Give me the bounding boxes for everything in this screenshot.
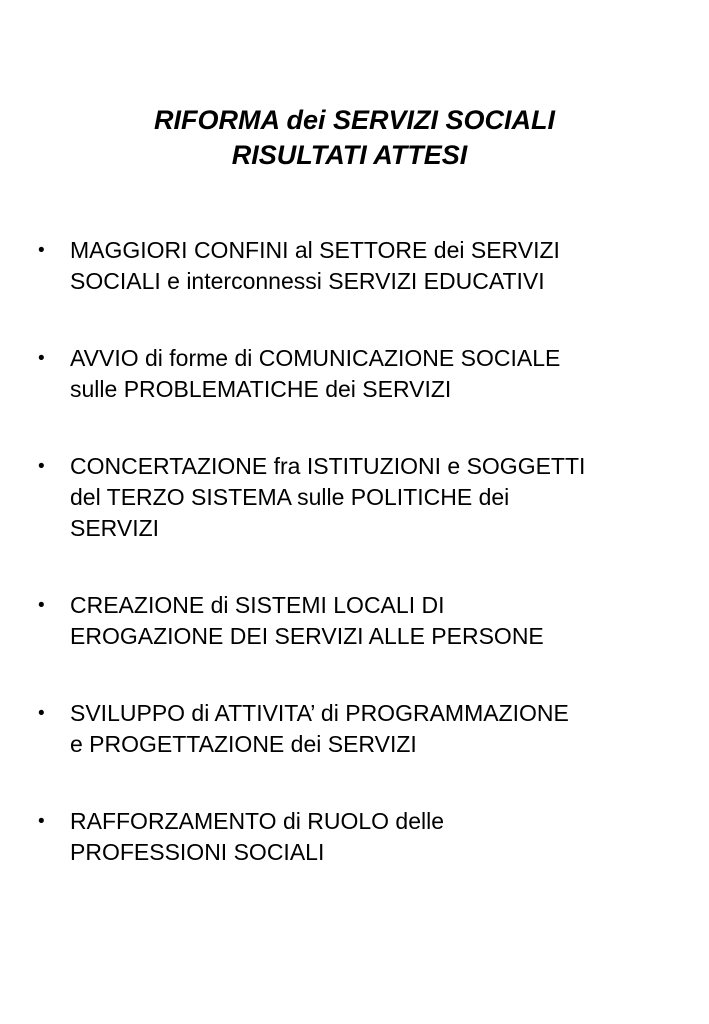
list-item bbox=[38, 235, 678, 297]
list-item-text: SVILUPPO di ATTIVITA’ di PROGRAMMAZIONE e PROGETTAZIONE dei SERVIZI bbox=[70, 700, 569, 757]
list-item bbox=[38, 698, 678, 760]
bullet-icon: • bbox=[38, 348, 45, 369]
expected-results-list bbox=[38, 235, 678, 914]
list-item-text: MAGGIORI CONFINI al SETTORE dei SERVIZI SOCIALI e interconnessi SERVIZI EDUCATIVI bbox=[70, 237, 560, 294]
list-item-text: CONCERTAZIONE fra ISTITUZIONI e SOGGETTI del TERZO SISTEMA sulle POLITICHE dei SERVIZI bbox=[70, 453, 586, 541]
list-item-text: CREAZIONE di SISTEMI LOCALI DI EROGAZIONE DEI SERVIZI ALLE PERSONE bbox=[70, 592, 544, 649]
list-item bbox=[38, 590, 678, 652]
list-item-text: AVVIO di forme di COMUNICAZIONE SOCIALE sulle PROBLEMATICHE dei SERVIZI bbox=[70, 345, 561, 402]
list-item bbox=[38, 806, 678, 868]
page-title bbox=[0, 103, 709, 173]
title-line-1: RIFORMA dei SERVIZI SOCIALI bbox=[153, 105, 556, 135]
list-item-text: RAFFORZAMENTO di RUOLO delle PROFESSIONI SOCIALI bbox=[70, 808, 445, 865]
bullet-icon: • bbox=[38, 595, 45, 616]
list-item bbox=[38, 451, 678, 544]
bullet-icon: • bbox=[38, 703, 45, 724]
list-item bbox=[38, 343, 678, 405]
bullet-icon: • bbox=[38, 456, 45, 477]
bullet-icon: • bbox=[38, 240, 45, 261]
bullet-icon: • bbox=[38, 811, 45, 832]
title-line-2: RISULTATI ATTESI bbox=[231, 140, 468, 170]
